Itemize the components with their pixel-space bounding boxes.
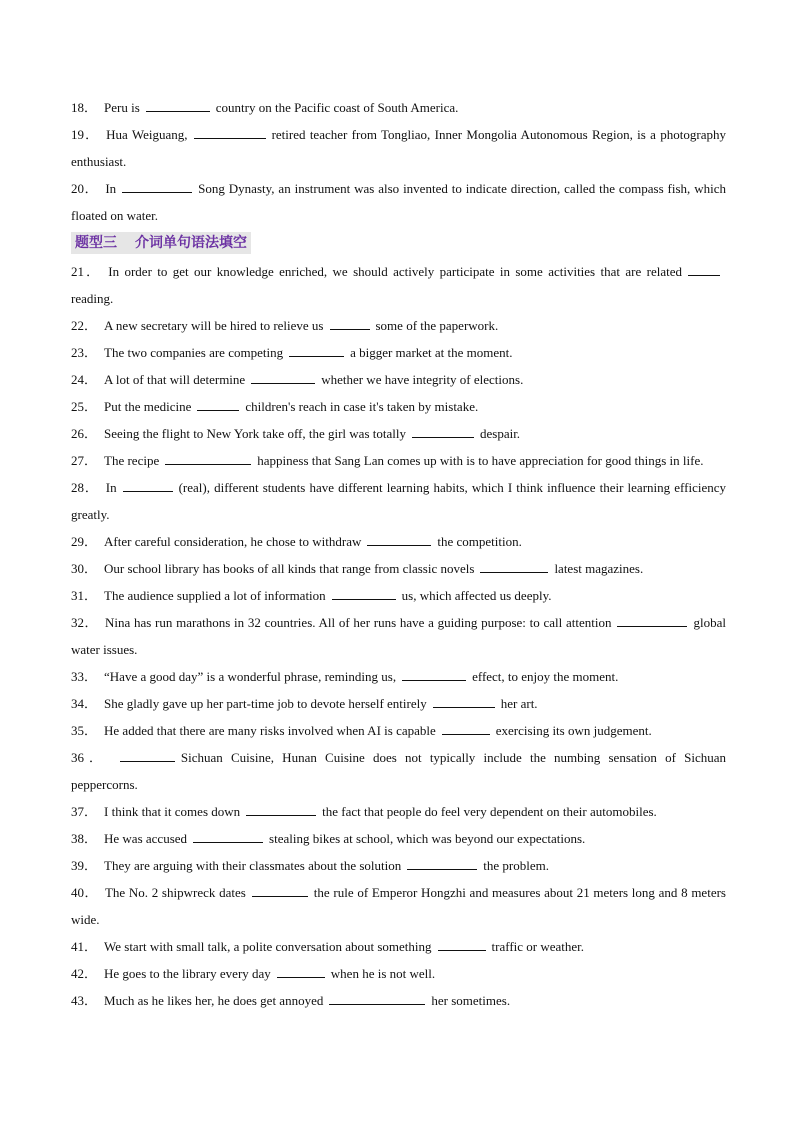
question-number: 25．	[71, 399, 98, 414]
question-text: He was accused	[104, 831, 188, 846]
question-item	[71, 474, 726, 528]
question-item	[71, 717, 726, 744]
answer-blank[interactable]	[433, 695, 495, 708]
question-text: I think that it comes down	[104, 804, 241, 819]
question-text: retired teacher from Tongliao, Inner Mongolia Autonomous Region, is a photography enthusiast.	[71, 127, 726, 169]
question-item	[71, 94, 726, 121]
question-text: the competition.	[437, 534, 522, 549]
question-text: After careful consideration, he chose to withdraw	[104, 534, 362, 549]
question-number: 39．	[71, 858, 98, 873]
question-text: They are arguing with their classmates about the solution	[104, 858, 402, 873]
question-number: 43．	[71, 993, 98, 1008]
question-list	[71, 94, 726, 1014]
question-item	[71, 555, 726, 582]
question-number: 33．	[71, 669, 98, 684]
question-text: He added that there are many risks involved when AI is capable	[104, 723, 436, 738]
question-item	[71, 366, 726, 393]
question-text: happiness that Sang Lan comes up with is to have appreciation for good things in life.	[257, 453, 704, 468]
question-item	[71, 447, 726, 474]
question-item	[71, 987, 726, 1014]
answer-blank[interactable]	[442, 722, 490, 735]
question-item	[71, 121, 726, 175]
answer-blank[interactable]	[251, 371, 315, 384]
question-item	[71, 933, 726, 960]
question-number: 22．	[71, 318, 98, 333]
question-text: The recipe	[104, 453, 160, 468]
question-item	[71, 960, 726, 987]
answer-blank[interactable]	[252, 884, 308, 897]
question-text: Sichuan Cuisine, Hunan Cuisine does not typically include the numbing sensation of Sichuan peppercorns.	[71, 750, 726, 792]
question-text: “Have a good day” is a wonderful phrase, reminding us,	[104, 669, 397, 684]
question-text: The two companies are competing	[104, 345, 284, 360]
question-number: 38．	[71, 831, 98, 846]
question-number: 36．	[71, 750, 107, 765]
question-text: stealing bikes at school, which was beyond our expectations.	[269, 831, 586, 846]
question-text: the problem.	[483, 858, 549, 873]
question-text: A new secretary will be hired to relieve us	[104, 318, 324, 333]
question-text: We start with small talk, a polite conversation about something	[104, 939, 432, 954]
question-number: 28．	[71, 480, 99, 495]
answer-blank[interactable]	[277, 965, 325, 978]
question-text: the fact that people do feel very dependent on their automobiles.	[322, 804, 657, 819]
question-number: 34．	[71, 696, 98, 711]
question-text: A lot of that will determine	[104, 372, 246, 387]
question-number: 37．	[71, 804, 98, 819]
answer-blank[interactable]	[688, 263, 720, 276]
question-number: 20．	[71, 181, 99, 196]
question-text: Peru is	[104, 100, 140, 115]
answer-blank[interactable]	[617, 614, 687, 627]
question-number: 23．	[71, 345, 98, 360]
answer-blank[interactable]	[194, 126, 266, 139]
question-item	[71, 393, 726, 420]
question-text: Song Dynasty, an instrument was also invented to indicate direction, called the compass fish, which floated on water.	[71, 181, 726, 223]
question-item	[71, 420, 726, 447]
question-text: some of the paperwork.	[375, 318, 499, 333]
question-number: 27．	[71, 453, 98, 468]
question-number: 41．	[71, 939, 98, 954]
answer-blank[interactable]	[120, 749, 175, 762]
answer-blank[interactable]	[367, 533, 431, 546]
answer-blank[interactable]	[402, 668, 466, 681]
question-number: 40．	[71, 885, 98, 900]
answer-blank[interactable]	[480, 560, 548, 573]
question-number: 30．	[71, 561, 98, 576]
question-text: Seeing the flight to New York take off, the girl was totally	[104, 426, 406, 441]
question-item	[71, 528, 726, 555]
question-text: exercising its own judgement.	[495, 723, 652, 738]
question-text: Hua Weiguang,	[106, 127, 188, 142]
question-text: whether we have integrity of elections.	[321, 372, 524, 387]
answer-blank[interactable]	[123, 479, 173, 492]
question-text: The No. 2 shipwreck dates	[104, 885, 246, 900]
question-text: In order to get our knowledge enriched, we should actively participate in some activities that are related	[108, 264, 682, 279]
question-text: her sometimes.	[431, 993, 511, 1008]
answer-blank[interactable]	[407, 857, 477, 870]
question-item	[71, 339, 726, 366]
question-text: when he is not well.	[330, 966, 436, 981]
question-text: a bigger market at the moment.	[350, 345, 513, 360]
question-number: 18．	[71, 100, 98, 115]
question-number: 42．	[71, 966, 98, 981]
question-number: 24．	[71, 372, 98, 387]
question-text: In	[105, 480, 117, 495]
question-item	[71, 798, 726, 825]
question-text: She gladly gave up her part-time job to devote herself entirely	[104, 696, 427, 711]
question-number: 31．	[71, 588, 98, 603]
question-text: Our school library has books of all kinds that range from classic novels	[104, 561, 475, 576]
question-number: 21．	[71, 264, 102, 279]
question-text: her art.	[500, 696, 538, 711]
answer-blank[interactable]	[289, 344, 344, 357]
answer-blank[interactable]	[330, 317, 370, 330]
question-item	[71, 258, 726, 312]
question-number: 26．	[71, 426, 98, 441]
question-item	[71, 582, 726, 609]
answer-blank[interactable]	[332, 587, 396, 600]
question-item	[71, 852, 726, 879]
question-item	[71, 690, 726, 717]
section-title	[71, 232, 251, 254]
question-text: us, which affected us deeply.	[401, 588, 552, 603]
answer-blank[interactable]	[197, 398, 239, 411]
question-text: The audience supplied a lot of information	[104, 588, 326, 603]
answer-blank[interactable]	[246, 803, 316, 816]
question-text: traffic or weather.	[491, 939, 585, 954]
question-text: despair.	[479, 426, 521, 441]
section-label: 题型三	[75, 235, 117, 251]
question-number: 19．	[71, 127, 100, 142]
question-text: Put the medicine	[104, 399, 192, 414]
answer-blank[interactable]	[146, 99, 210, 112]
question-text: global water issues.	[71, 615, 726, 657]
answer-blank[interactable]	[329, 992, 425, 1005]
question-number: 29．	[71, 534, 98, 549]
question-text: the rule of Emperor Hongzhi and measures about 21 meters long and 8 meters wide.	[71, 885, 726, 927]
question-text: children's reach in case it's taken by mistake.	[245, 399, 479, 414]
question-item	[71, 312, 726, 339]
question-text: He goes to the library every day	[104, 966, 271, 981]
question-text: In	[105, 181, 117, 196]
question-item	[71, 825, 726, 852]
question-text: Nina has run marathons in 32 countries. All of her runs have a guiding purpose: to call attention	[104, 615, 612, 630]
question-text: country on the Pacific coast of South America.	[215, 100, 459, 115]
question-item	[71, 609, 726, 663]
answer-blank[interactable]	[193, 830, 263, 843]
answer-blank[interactable]	[412, 425, 474, 438]
question-number: 35．	[71, 723, 98, 738]
question-item	[71, 879, 726, 933]
question-text: effect, to enjoy the moment.	[472, 669, 619, 684]
answer-blank[interactable]	[165, 452, 251, 465]
question-number: 32．	[71, 615, 98, 630]
question-item	[71, 663, 726, 690]
question-item	[71, 175, 726, 229]
answer-blank[interactable]	[438, 938, 486, 951]
question-text: Much as he likes her, he does get annoyed	[104, 993, 324, 1008]
question-text: (real), different students have different learning habits, which I think influence their learning efficiency greatly.	[71, 480, 726, 522]
answer-blank[interactable]	[122, 180, 192, 193]
section-heading: 介词单句语法填空	[135, 235, 247, 251]
question-text: latest magazines.	[554, 561, 644, 576]
question-text: reading.	[71, 291, 114, 306]
question-item	[71, 744, 726, 798]
